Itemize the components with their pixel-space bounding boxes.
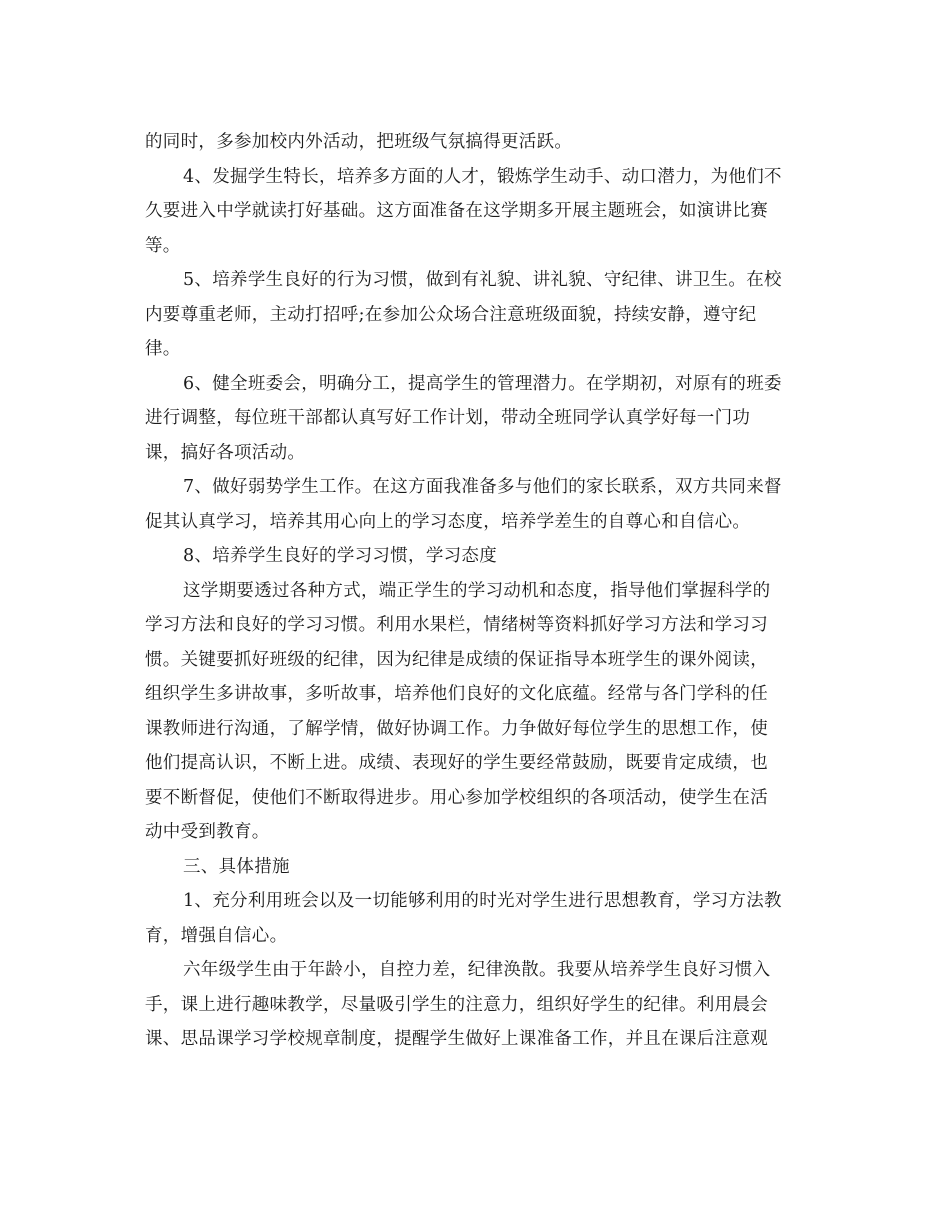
text-line: 1、充分利用班会以及一切能够利用的时光对学生进行思想教育，学习方法教 bbox=[183, 891, 782, 911]
section-heading bbox=[145, 850, 810, 885]
text-line: 学习方法和良好的学习习惯。利用水果栏，情绪树等资料抓好学习方法和学习习 bbox=[145, 615, 768, 635]
paragraph bbox=[145, 160, 810, 264]
paragraph bbox=[145, 574, 810, 850]
text-line: 育，增强自信心。 bbox=[145, 925, 288, 946]
text-line: 要不断督促，使他们不断取得进步。用心参加学校组织的各项活动，使学生在活 bbox=[145, 787, 768, 808]
text-line: 组织学生多讲故事，多听故事，培养他们良好的文化底蕴。经常与各门学科的任 bbox=[145, 684, 768, 704]
text-line: 的同时，多参加校内外活动，把班级气氛搞得更活跃。 bbox=[145, 132, 573, 152]
text-line: 促其认真学习，培养其用心向上的学习态度，培养学差生的自尊心和自信心。 bbox=[145, 511, 751, 532]
text-line: 三、具体措施 bbox=[183, 856, 290, 877]
text-line: 5、培养学生良好的行为习惯，做到有礼貌、讲礼貌、守纪律、讲卫生。在校 bbox=[183, 270, 782, 290]
paragraph bbox=[145, 263, 810, 367]
text-line: 六年级学生由于年龄小，自控力差，纪律涣散。我要从培养学生良好习惯入 bbox=[183, 960, 771, 980]
text-line: 进行调整，每位班干部都认真写好工作计划，带动全班同学认真学好每一门功 bbox=[145, 408, 751, 428]
text-line: 律。 bbox=[145, 339, 181, 359]
text-line: 动中受到教育。 bbox=[145, 822, 270, 842]
document-body bbox=[145, 125, 810, 1057]
paragraph bbox=[145, 884, 810, 953]
text-line: 课，搞好各项活动。 bbox=[145, 442, 306, 463]
paragraph bbox=[145, 367, 810, 471]
text-line: 惯。关键要抓好班级的纪律，因为纪律是成绩的保证指导本班学生的课外阅读， bbox=[145, 649, 768, 670]
text-line: 课、思品课学习学校规章制度，提醒学生做好上课准备工作，并且在课后注意观 bbox=[145, 1029, 768, 1049]
text-line: 内要尊重老师，主动打招呼;在参加公众场合注意班级面貌，持续安静，遵守纪 bbox=[145, 304, 757, 325]
text-line: 这学期要透过各种方式，端正学生的学习动机和态度，指导他们掌握科学的 bbox=[183, 580, 771, 601]
text-line: 等。 bbox=[145, 235, 181, 256]
text-line: 4、发掘学生特长，培养多方面的人才，锻炼学生动手、动口潜力，为他们不 bbox=[183, 166, 782, 187]
paragraph bbox=[145, 953, 810, 1057]
text-line: 手，课上进行趣味教学，尽量吸引学生的注意力，组织好学生的纪律。利用晨会 bbox=[145, 994, 768, 1015]
text-line: 7、做好弱势学生工作。在这方面我准备多与他们的家长联系，双方共同来督 bbox=[183, 477, 782, 497]
text-line: 课教师进行沟通，了解学情，做好协调工作。力争做好每位学生的思想工作，使 bbox=[145, 718, 768, 739]
text-line: 久要进入中学就读打好基础。这方面准备在这学期多开展主题班会，如演讲比赛 bbox=[145, 201, 768, 221]
paragraph bbox=[145, 470, 810, 539]
text-line: 8、培养学生良好的学习习惯，学习态度 bbox=[183, 546, 498, 566]
text-line: 6、健全班委会，明确分工，提高学生的管理潜力。在学期初，对原有的班委 bbox=[183, 373, 782, 394]
text-line: 他们提高认识，不断上进。成绩、表现好的学生要经常鼓励，既要肯定成绩，也 bbox=[145, 753, 768, 773]
paragraph bbox=[145, 539, 810, 574]
paragraph bbox=[145, 125, 810, 160]
